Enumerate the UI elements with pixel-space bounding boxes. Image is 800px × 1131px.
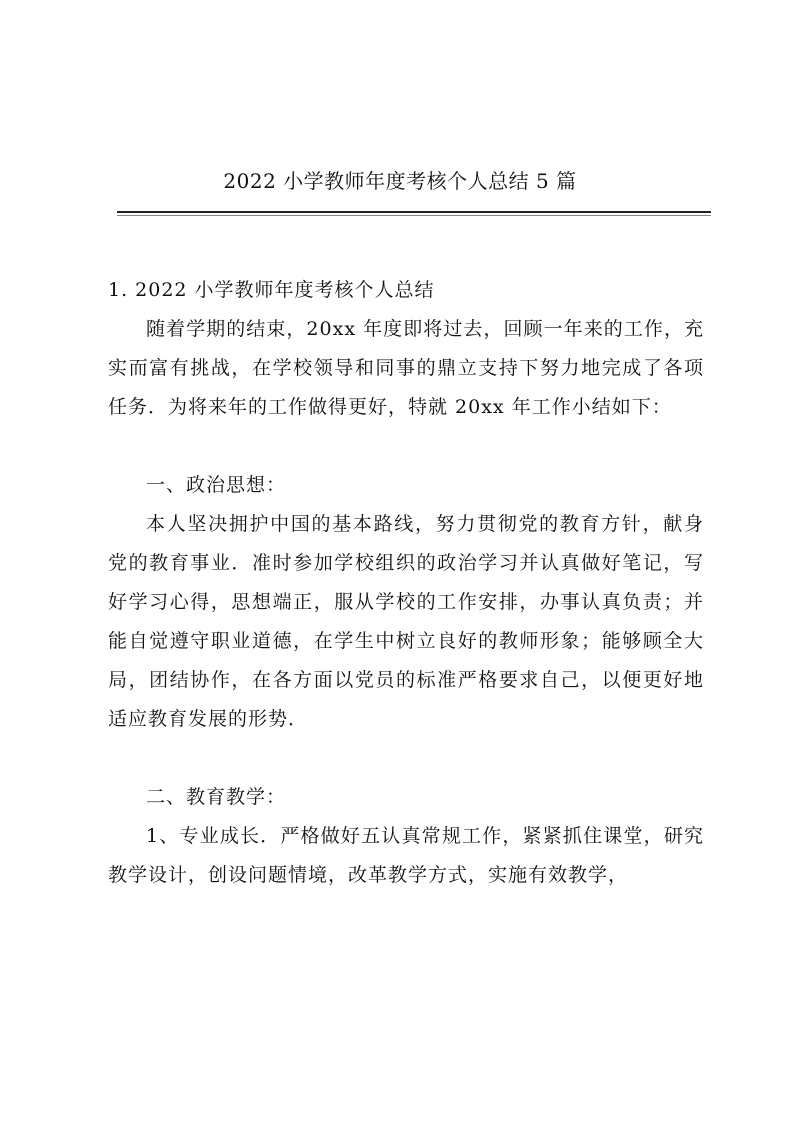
section-title: 1. 2022 小学教师年度考核个人总结: [108, 279, 435, 301]
paragraph-intro: 随着学期的结束，20xx 年度即将过去，回顾一年来的工作，充实而富有挑战，在学校领导和同事的鼎立支持下努力地完成了各项任务．为将来年的工作做得更好，特就 20xx 年工作小结如下：: [108, 318, 704, 418]
heading-politics: 一、政治思想：: [146, 474, 287, 496]
paragraph-politics: 本人坚决拥护中国的基本路线，努力贯彻党的教育方针，献身党的教育事业．准时参加学校组织的政治学习并认真做好笔记，写好学习心得，思想端正，服从学校的工作安排，办事认真负责；并能自觉遵守职业道德，在学生中树立良好的教师形象；能够顾全大局，团结协作，在各方面以党员的标准严格要求自己，以便更好地适应教育发展的形势．: [108, 513, 704, 730]
paragraph-spacer: [108, 427, 704, 466]
document-title: 2022 小学教师年度考核个人总结 5 篇: [223, 169, 577, 193]
document-body: [108, 271, 704, 895]
paragraph-teaching: 1、专业成长．严格做好五认真常规工作，紧紧抓住课堂，研究教学设计，创设问题情境，改革教学方式，实施有效教学，: [108, 825, 704, 886]
title-divider-thin: [117, 215, 711, 216]
heading-teaching: 二、教育教学：: [146, 786, 287, 808]
paragraph-spacer: [108, 739, 704, 778]
title-divider: [117, 211, 711, 213]
